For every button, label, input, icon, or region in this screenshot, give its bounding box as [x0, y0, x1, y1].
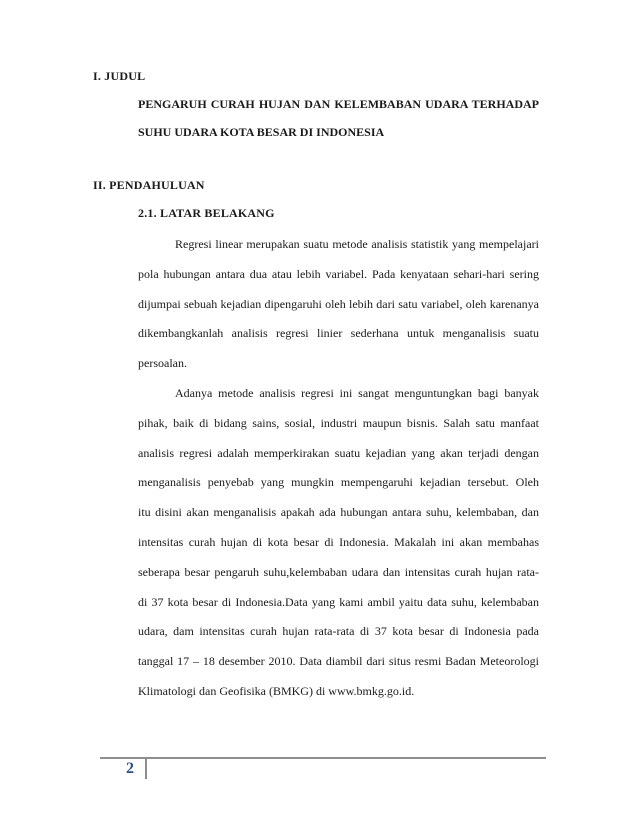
- paragraph-1-line: dijumpai sebuah kejadian dipengaruhi oleh lebih dari satu variabel, oleh karenanya: [138, 296, 539, 311]
- paragraph-2-line: menganalisis penyebab yang mungkin mempengaruhi kejadian tersebut. Oleh: [138, 475, 539, 490]
- title-line-2: SUHU UDARA KOTA BESAR DI INDONESIA: [138, 125, 385, 139]
- paragraph-1-line: persoalan.: [138, 356, 187, 371]
- footer-rule: [100, 757, 546, 759]
- section-heading-judul: I. JUDUL: [93, 69, 146, 83]
- paragraph-1-line: dikembangkanlah analisis regresi linier sederhana untuk menganalisis suatu: [138, 326, 539, 341]
- title-line-1: PENGARUH CURAH HUJAN DAN KELEMBABAN UDARA TERHADAP: [138, 97, 539, 111]
- paragraph-2-line: Adanya metode analisis regresi ini sangat menguntungkan bagi banyak: [175, 386, 539, 400]
- paragraph-2-line: udara, dam intensitas curah hujan rata-rata di 37 kota besar di Indonesia pada: [138, 624, 539, 639]
- paragraph-2-line: Klimatologi dan Geofisika (BMKG) di www.bmkg.go.id.: [138, 683, 415, 698]
- paragraph-1: [138, 230, 539, 379]
- paragraph-2-line: tanggal 17 – 18 desember 2010. Data diambil dari situs resmi Badan Meteorologi: [138, 654, 539, 669]
- page-number: 2: [126, 760, 134, 777]
- paragraph-1-line: Regresi linear merupakan suatu metode analisis statistik yang mempelajari: [175, 237, 539, 251]
- paragraph-2: [138, 379, 539, 707]
- footer-divider: [145, 757, 147, 779]
- paragraph-2-line: analisis regresi adalah memperkirakan suatu kejadian yang akan terjadi dengan: [138, 445, 539, 460]
- paragraph-2-line: intensitas curah hujan di kota besar di Indonesia. Makalah ini akan membahas: [138, 534, 539, 549]
- paragraph-2-line: di 37 kota besar di Indonesia.Data yang kami ambil yaitu data suhu, kelembaban: [138, 594, 539, 609]
- section-heading-pendahuluan: II. PENDAHULUAN: [93, 178, 205, 192]
- paragraph-2-line: pihak, baik di bidang sains, sosial, industri maupun bisnis. Salah satu manfaat: [138, 415, 539, 430]
- paragraph-2-line: seberapa besar pengaruh suhu,kelembaban udara dan intensitas curah hujan rata-: [138, 564, 539, 579]
- paragraph-1-line: pola hubungan antara dua atau lebih variabel. Pada kenyataan sehari-hari sering: [138, 266, 539, 281]
- subsection-heading-latar-belakang: 2.1. LATAR BELAKANG: [138, 206, 275, 220]
- paragraph-2-line: itu disini akan menganalisis apakah ada hubungan antara suhu, kelembaban, dan: [138, 505, 539, 520]
